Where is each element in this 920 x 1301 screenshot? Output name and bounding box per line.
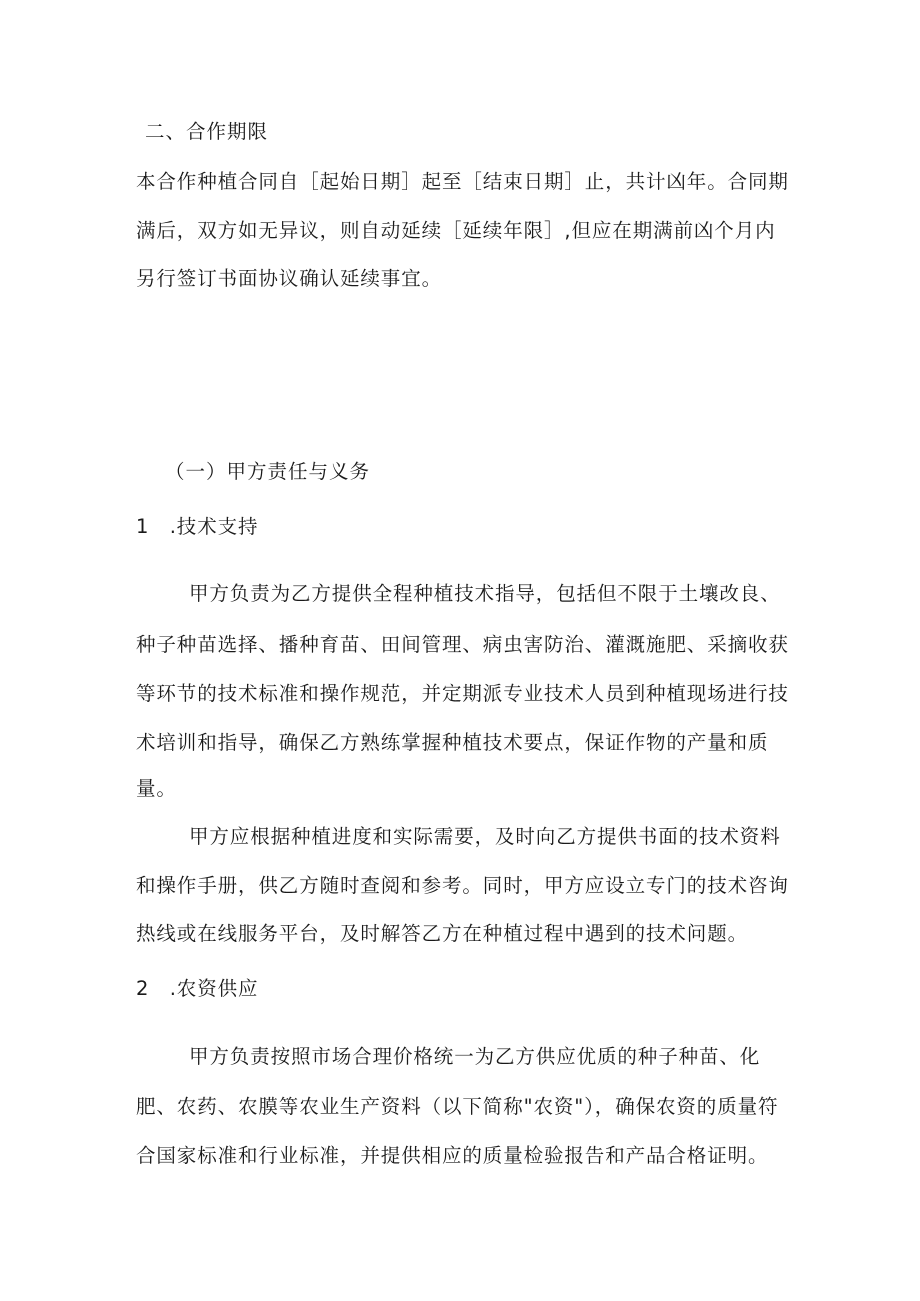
term-paragraph-line: 另行签订书面协议确认延续事宜。 <box>136 267 443 290</box>
agri-supply-paragraph-line: 合国家标准和行业标准，并提供相应的质量检验报告和产品合格证明。 <box>136 1144 769 1167</box>
agri-supply-paragraph-line: 肥、农药、农膜等农业生产资料（以下简称"农资"），确保农资的质量符 <box>136 1095 779 1118</box>
term-paragraph-line: 满后，双方如无异议，则自动延续［延续年限］,但应在期满前凶个月内 <box>136 219 776 242</box>
technical-support-paragraph-line: 种子种苗选择、播种育苗、田间管理、病虫害防治、灌溉施肥、采摘收获 <box>136 633 789 656</box>
technical-materials-paragraph-line: 甲方应根据种植进度和实际需要，及时向乙方提供书面的技术资料 <box>189 825 781 848</box>
section-heading-cooperation-term: 二、合作期限 <box>145 120 269 143</box>
technical-support-paragraph-line: 术培训和指导，确保乙方熟练掌握种植技术要点，保证作物的产量和质 <box>136 731 769 754</box>
subsection-heading-party-a: （一）甲方责任与义务 <box>165 460 371 483</box>
item-title-technical-support: 1 .技术支持 <box>136 515 259 538</box>
term-paragraph-line: 本合作种植合同自［起始日期］起至［结束日期］止，共计凶年。合同期 <box>136 170 789 193</box>
technical-support-paragraph-line: 量。 <box>136 777 177 800</box>
technical-support-paragraph-line: 甲方负责为乙方提供全程种植技术指导，包括但不限于土壤改良、 <box>189 582 781 605</box>
technical-materials-paragraph-line: 和操作手册，供乙方随时查阅和参考。同时，甲方应设立专门的技术咨询 <box>136 874 789 897</box>
technical-materials-paragraph-line: 热线或在线服务平台，及时解答乙方在种植过程中遇到的技术问题。 <box>136 922 749 945</box>
item-title-agri-supply: 2 .农资供应 <box>136 977 259 1000</box>
agri-supply-paragraph-line: 甲方负责按照市场合理价格统一为乙方供应优质的种子种苗、化 <box>189 1045 761 1068</box>
technical-support-paragraph-line: 等环节的技术标准和操作规范，并定期派专业技术人员到种植现场进行技 <box>136 682 789 705</box>
